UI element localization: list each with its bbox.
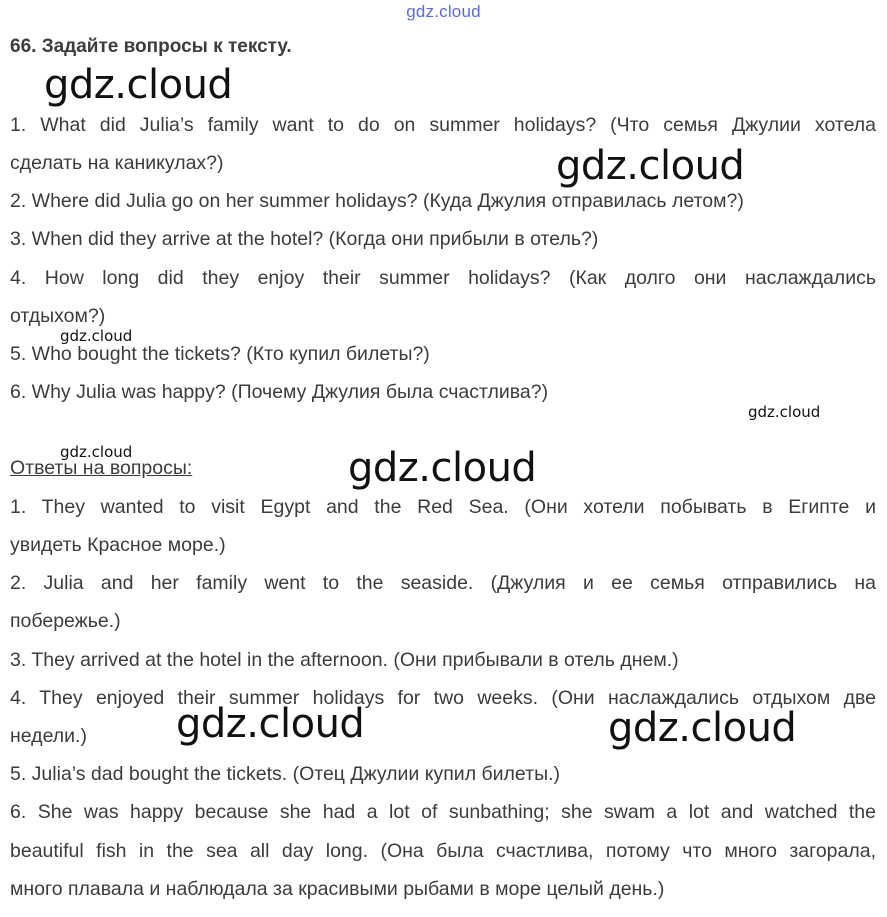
watermark: gdz.cloud xyxy=(60,327,133,345)
watermark: gdz.cloud xyxy=(44,62,233,108)
answer-line: увидеть Красное море.) xyxy=(10,534,226,556)
question-line: 1. What did Julia’s family want to do on summer holidays? (Что семья Джулии хотела xyxy=(10,114,876,136)
question-line: 3. When did they arrive at the hotel? (Когда они прибыли в отель?) xyxy=(10,228,599,250)
answer-line: побережье.) xyxy=(10,610,121,632)
question-line: 6. Why Julia was happy? (Почему Джулия была счастлива?) xyxy=(10,381,549,403)
watermark: gdz.cloud xyxy=(608,705,797,751)
answer-line: 2. Julia and her family went to the seaside. (Джулия и ее семья отправились на xyxy=(10,572,876,594)
question-line: 2. Where did Julia go on her summer holidays? (Куда Джулия отправилась летом?) xyxy=(10,190,744,212)
top-watermark: gdz.cloud xyxy=(406,2,481,21)
answer-line: 5. Julia’s dad bought the tickets. (Отец Джулии купил билеты.) xyxy=(10,763,560,785)
watermark: gdz.cloud xyxy=(748,403,821,421)
answer-line: 4. They enjoyed their summer holidays for two weeks. (Они наслаждались отдыхом две xyxy=(10,687,876,709)
exercise-heading: 66. Задайте вопросы к тексту. xyxy=(10,36,292,57)
answer-line: много плавала и наблюдала за красивыми рыбами в море целый день.) xyxy=(10,878,665,900)
watermark: gdz.cloud xyxy=(176,701,365,747)
answer-line: 3. They arrived at the hotel in the afternoon. (Они прибывали в отель днем.) xyxy=(10,649,679,671)
watermark: gdz.cloud xyxy=(60,443,133,461)
answer-line: 1. They wanted to visit Egypt and the Red Sea. (Они хотели побывать в Египте и xyxy=(10,496,876,518)
answer-line: 6. She was happy because she had a lot of sunbathing; she swam a lot and watched the xyxy=(10,801,876,823)
watermark: gdz.cloud xyxy=(556,143,745,189)
answer-line: beautiful fish in the sea all day long. (Она была счастлива, потому что много загорала, xyxy=(10,840,876,862)
question-line: 5. Who bought the tickets? (Кто купил билеты?) xyxy=(10,343,430,365)
question-line: 4. How long did they enjoy their summer holidays? (Как долго они наслаждались xyxy=(10,267,876,289)
answer-line: недели.) xyxy=(10,725,87,747)
watermark: gdz.cloud xyxy=(348,445,537,491)
question-line: сделать на каникулах?) xyxy=(10,152,224,174)
question-line: отдыхом?) xyxy=(10,305,106,327)
answers-title: Ответы на вопросы: xyxy=(10,457,193,479)
